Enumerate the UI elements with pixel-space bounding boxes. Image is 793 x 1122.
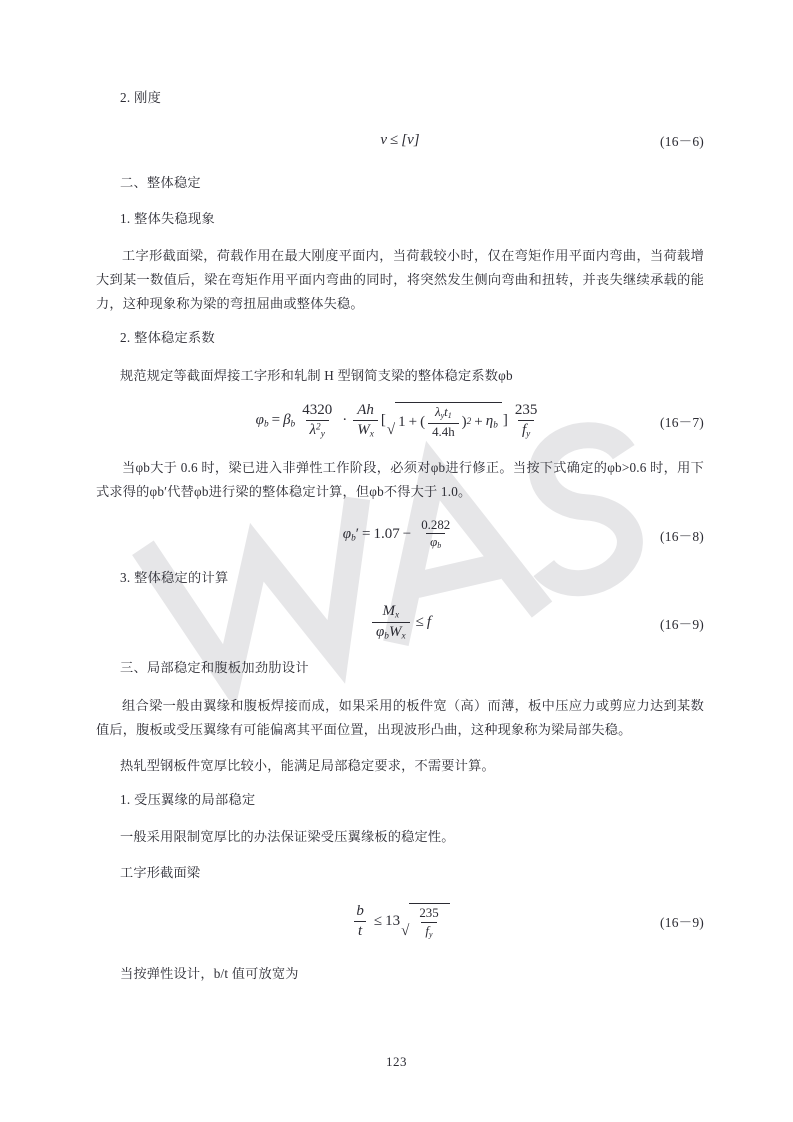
eq168-phi-prime: $\varphi_b'$ <box>342 525 360 544</box>
radical-icon: √ <box>386 422 396 439</box>
eq169b-sqrt <box>401 903 450 940</box>
paragraph-correction: 当φb大于 0.6 时，梁已进入非弹性工作阶段，必须对φb进行修正。当按下式确定的φb>0.6 时，用下式求得的φb′代替φb进行梁的整体稳定计算，但φb不得大于 1.0。 <box>96 459 704 499</box>
paragraph-elastic-design: 当按弹性设计，b/t 值可放宽为 <box>120 965 299 981</box>
eq167-fraction-ah-wx: $\frac{Ah}{W_x}$ <box>353 402 378 440</box>
equation-16-9b-body <box>349 903 450 940</box>
eq169b-fraction-bt: $\frac{b}{t}$ <box>352 903 368 940</box>
eq167-bracket-close: ] <box>502 412 508 429</box>
equation-16-7-body <box>256 402 545 440</box>
heading-flange-local-stability: 1. 受压翼缘的局部稳定 <box>120 791 256 807</box>
heading-local-stability: 三、局部稳定和腹板加劲肋设计 <box>120 660 309 676</box>
eq169b-relation: ≤ <box>373 912 383 929</box>
eq167-fraction-4320: $\frac{4320}{\lambda^2_y}$ <box>302 401 333 440</box>
eq166-lhs: v <box>380 131 388 148</box>
paragraph-overall-buckling: 工字形截面梁，荷载作用在最大刚度平面内，当荷载较小时，仅在弯矩作用平面内弯曲，当荷载增大到某一数值后，梁在弯矩作用平面内弯曲的同时，将突然发生侧向弯曲和扭转，并丧失继续承载的能力，这种现象称为梁的弯扭屈曲或整体失稳。 <box>96 248 704 312</box>
equation-16-7 <box>96 402 704 440</box>
eq169b-inner-fraction: $\frac{235}{f_y}$ <box>419 906 439 939</box>
equation-16-6 <box>96 123 704 157</box>
heading-stability-coefficient: 2. 整体稳定系数 <box>120 330 216 346</box>
eq166-relation: ≤ <box>390 131 399 148</box>
eq168-relation: = <box>362 526 371 543</box>
equation-16-9a-number: (16－9) <box>660 616 704 632</box>
eq167-fraction-235-fy: $\frac{235}{f_y}$ <box>514 401 538 440</box>
equation-16-8-body <box>343 518 457 552</box>
equation-16-6-number: (16－6) <box>660 134 704 150</box>
equation-16-9a <box>96 603 704 642</box>
eq166-rhs: [v] <box>401 131 420 148</box>
heading-overall-stability: 二、整体稳定 <box>120 175 201 191</box>
eq167-eta: $\eta_b$ <box>485 413 498 432</box>
equation-16-9a-body <box>369 603 431 642</box>
paragraph-hot-rolled: 热轧型钢板件宽厚比较小，能满足局部稳定要求，不需要计算。 <box>120 757 495 773</box>
equation-16-8 <box>96 518 704 552</box>
paragraph-width-thickness: 一般采用限制宽厚比的办法保证梁受压翼缘板的稳定性。 <box>120 829 455 845</box>
eq167-beta: $\beta_b$ <box>283 411 296 430</box>
eq167-bracket-open: [ <box>380 412 386 429</box>
equation-16-9b <box>96 903 704 940</box>
eq167-relation: = <box>271 412 281 429</box>
page-number: 123 <box>386 1054 407 1069</box>
eq167-inner-fraction: $\frac{\lambda_yt_1}{4.4h}$ <box>428 405 459 439</box>
eq167-phi: $\varphi_b$ <box>255 411 269 430</box>
eq169b-coefficient: 13 <box>385 912 401 929</box>
eq169a-fraction: $\frac{M_x}{\varphi_bW_x}$ <box>372 603 410 642</box>
eq167-dot: · <box>342 412 348 429</box>
equation-16-6-body <box>380 132 419 149</box>
paragraph-composite-beam: 组合梁一般由翼缘和腹板焊接而成，如果采用的板件宽（高）而薄，板中压应力或剪应力达到某数值后，腹板或受压翼缘有可能偏离其平面位置，出现波形凸曲，这种现象称为梁局部失稳。 <box>96 697 704 737</box>
document-content <box>96 88 704 998</box>
heading-overall-buckling-phenomenon: 1. 整体失稳现象 <box>120 210 216 226</box>
equation-16-8-number: (16－8) <box>660 528 704 544</box>
eq168-constant: 1.07 <box>373 526 400 543</box>
eq167-sqrt: √ 1 + ( $\frac{\lambda_yt_1}{4.4h}$ ) 2 + $\eta_b$ <box>387 402 502 439</box>
eq168-fraction: $\frac{0.282}{\varphi_b}$ <box>421 517 451 551</box>
equation-16-7-number: (16－7) <box>660 414 704 430</box>
paragraph-i-section-beam: 工字形截面梁 <box>120 865 201 881</box>
eq168-minus: − <box>402 526 412 543</box>
heading-stiffness: 2. 刚度 <box>120 90 162 105</box>
heading-stability-calculation: 3. 整体稳定的计算 <box>120 569 229 585</box>
paragraph-code-provision: 规范规定等截面焊接工字形和轧制 H 型钢简支梁的整体稳定系数φb <box>120 367 513 383</box>
eq169a-relation: ≤ <box>415 614 424 631</box>
radical-icon: √ <box>401 922 410 939</box>
eq169a-rhs: f <box>426 614 431 631</box>
equation-16-9b-number: (16－9) <box>660 915 704 931</box>
